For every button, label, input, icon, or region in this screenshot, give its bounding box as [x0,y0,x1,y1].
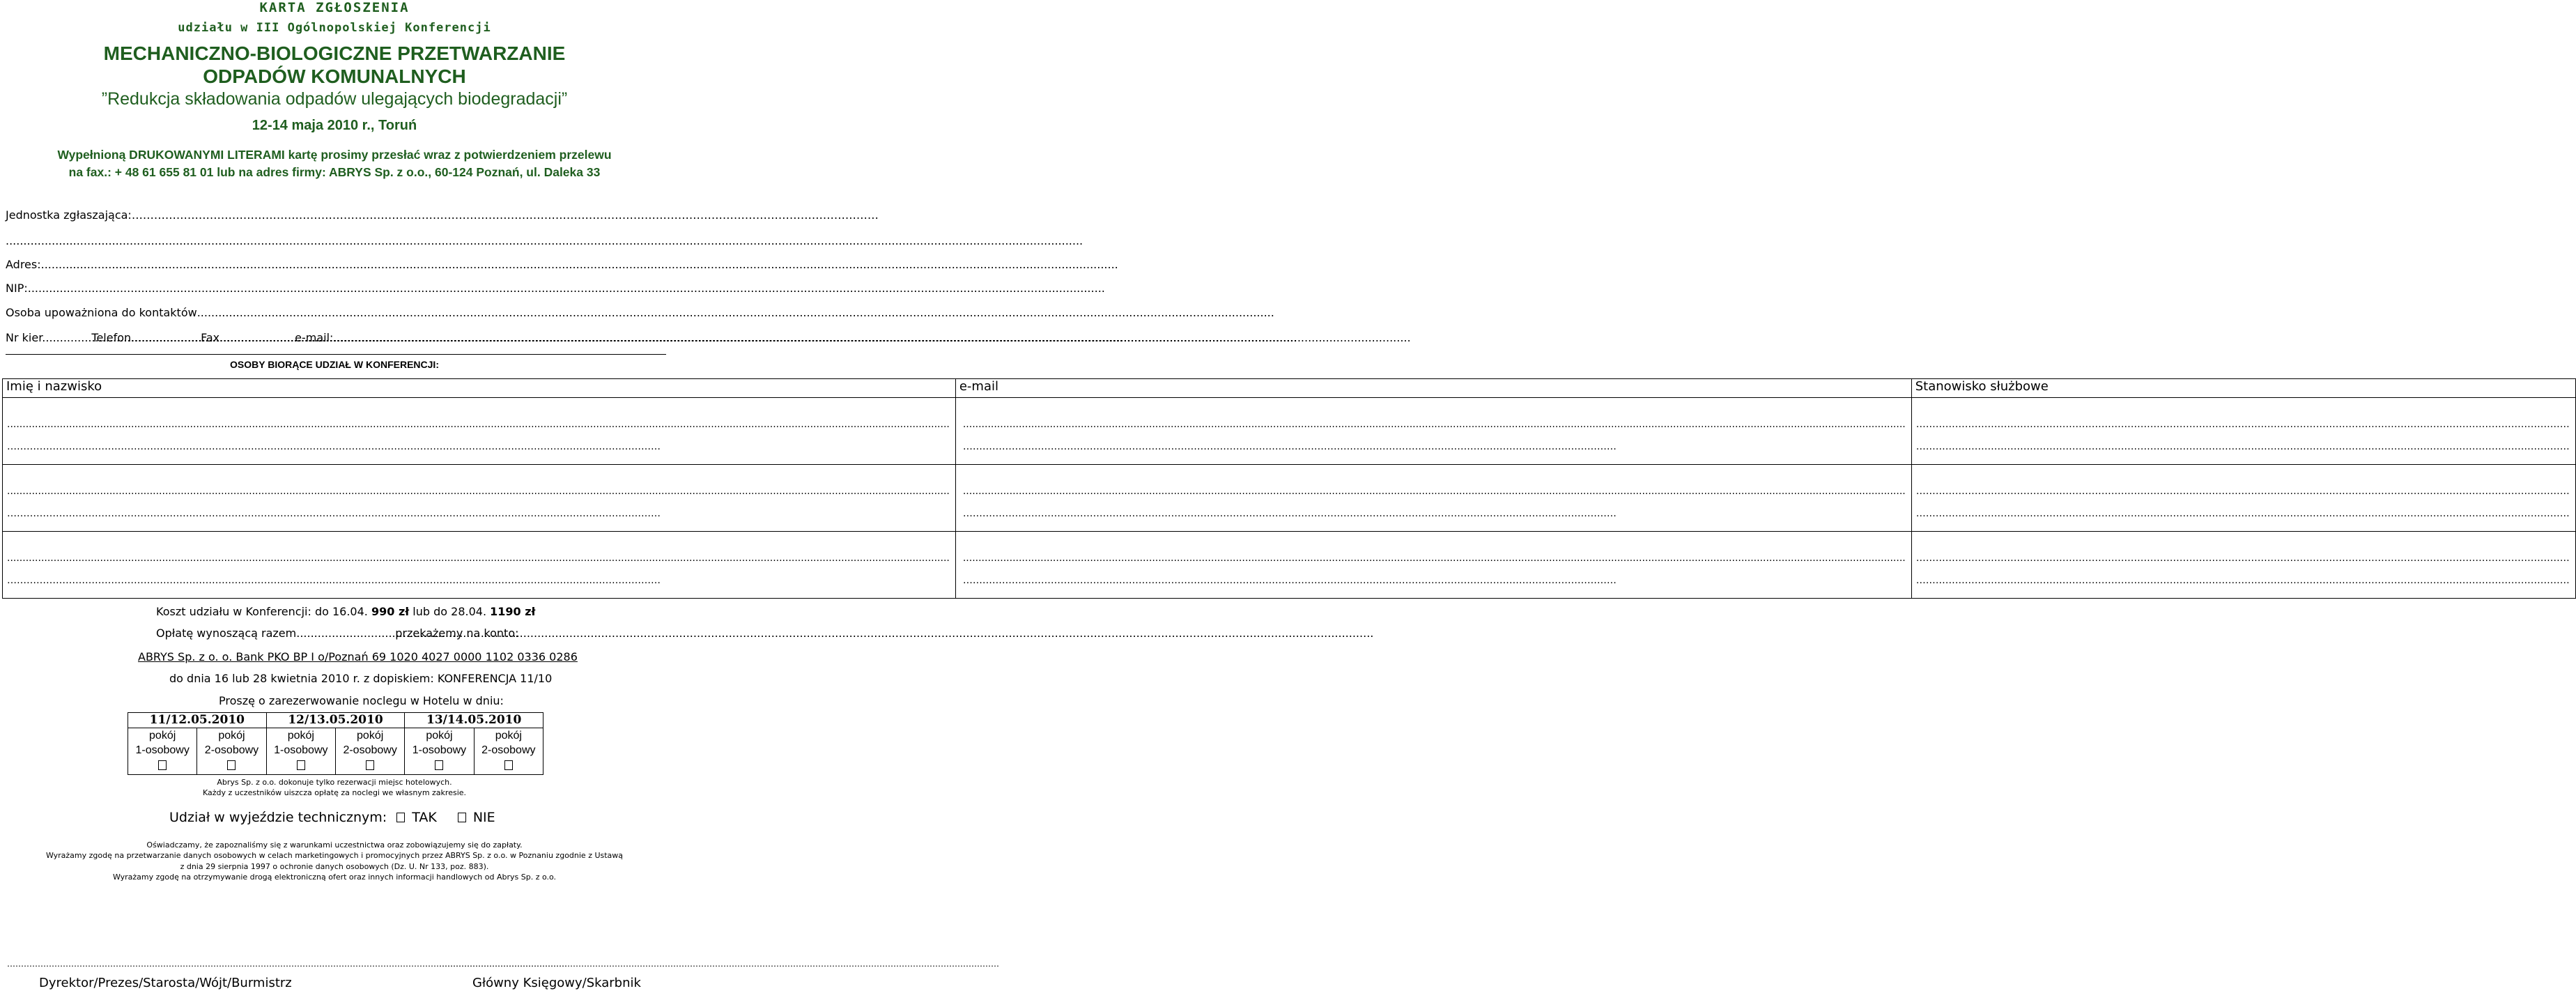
cost-prefix: Koszt udziału w Konferencji: do 16.04. [156,605,368,618]
participant-1-email-fill[interactable] [963,413,1906,436]
conference-title-line2: ODPADÓW KOMUNALNYCH [203,66,466,87]
hotel-option-3-double: pokój 2-osobowy [474,728,543,775]
payment-deadline: do dnia 16 lub 28 kwietnia 2010 r. z dopiskiem: KONFERENCJA 11/10 [169,672,553,685]
participants-header-row [3,379,2576,398]
conference-city: , Toruń [370,118,417,133]
hotel-dates-row [128,713,543,728]
participant-3-position-fill[interactable] [1916,547,2570,569]
participant-1-email-fill-2[interactable] [963,436,1906,458]
fax-fill[interactable] [219,331,295,344]
participant-row [3,532,2576,599]
participant-2-name-fill-2[interactable] [7,502,950,525]
participant-row [3,398,2576,465]
participant-2-email-fill-2[interactable] [963,502,1906,525]
bank-account: ABRYS Sp. z o. o. Bank PKO BP I o/Poznań 69 1020 4027 0000 1102 0336 0286 [138,650,578,663]
checkbox-d1-double[interactable] [227,760,236,770]
checkbox-d1-single[interactable] [158,760,167,770]
phone-fill[interactable] [131,331,201,344]
participant-3-email-fill-2[interactable] [963,569,1906,592]
col-email-header: e-mail [955,379,1911,398]
trip-label: Udział w wyjeździe technicznym: [169,810,387,825]
hotel-date-1: 11/12.05.2010 [128,713,267,728]
participants-table [2,378,2576,599]
unit-fill[interactable] [132,208,879,222]
address-label: Adres: [6,258,41,271]
area-code-fill[interactable] [45,331,91,344]
participant-2-name-fill[interactable] [7,480,950,502]
contact-numbers-row [6,331,662,344]
checkbox-trip-no[interactable] [458,813,466,822]
signature-line-left[interactable] [7,959,322,969]
hotel-request: Proszę o zarezerwowanie noclegu w Hotelu w dniu: [219,694,504,707]
checkbox-d2-single[interactable] [297,760,305,770]
hotel-option-1-single: pokój 1-osobowy [128,728,197,775]
contact-field[interactable] [6,306,662,319]
hotel-table [128,712,543,775]
contact-label: Osoba upoważniona do kontaktów [6,306,197,319]
hotel-options-row [128,728,543,775]
nip-label: NIP: [6,282,28,295]
area-code-label: Nr kier. [6,331,46,344]
signature-label-left: Dyrektor/Prezes/Starosta/Wójt/Burmistrz [39,976,292,990]
checkbox-d3-double[interactable] [504,760,513,770]
conference-subtitle: udziału w III Ogólnopolskiej Konferencji [178,21,491,35]
cost-price-early: 990 zł [371,605,410,618]
declaration-line2: Wyrażamy zgodę na przetwarzanie danych osobowych w celach marketingowych i promocyjnych przez ABRYS Sp. z o.o. w Poznaniu zgodnie z Ustawą [45,851,624,860]
hotel-option-2-single: pokój 1-osobowy [266,728,335,775]
participant-3-name-fill-2[interactable] [7,569,950,592]
participant-2-email-fill[interactable] [963,480,1906,502]
unit-field-line2[interactable] [6,234,662,247]
hotel-date-2: 12/13.05.2010 [266,713,405,728]
signature-line-right[interactable] [439,959,655,969]
cost-price-late: 1190 zł [490,605,536,618]
instruction-line2: na fax.: + 48 61 655 81 01 lub na adres firmy: ABRYS Sp. z o.o., 60-124 Poznań, ul. Daleka 33 [68,165,601,179]
address-fill[interactable] [41,258,1118,271]
participant-1-position-fill[interactable] [1916,413,2570,436]
cost-middle: lub do 28.04. [412,605,487,618]
instruction-line1: Wypełnioną DRUKOWANYMI LITERAMI kartę prosimy przesłać wraz z potwierdzeniem przelewu [57,148,612,162]
email-label: e-mail: [295,331,334,344]
conference-title-line1: MECHANICZNO-BIOLOGICZNE PRZETWARZANIE [103,43,566,64]
participant-3-name-fill[interactable] [7,547,950,569]
participants-title: OSOBY BIORĄCE UDZIAŁ W KONFERENCJI: [230,359,439,370]
nip-field[interactable] [6,282,662,295]
participant-row [3,465,2576,532]
checkbox-d3-single[interactable] [435,760,443,770]
hotel-option-2-double: pokój 2-osobowy [335,728,404,775]
participant-1-position-fill-2[interactable] [1916,436,2570,458]
date-place [0,118,669,134]
checkbox-d2-double[interactable] [366,760,374,770]
payment-line [156,627,519,640]
trip-yes-label: TAK [412,810,437,825]
unit-fill-line2[interactable] [6,234,1083,247]
checkbox-trip-yes[interactable] [396,813,405,822]
col-name-header: Imię i nazwisko [3,379,956,398]
contact-fill[interactable] [197,306,1274,319]
participant-2-position-fill[interactable] [1916,480,2570,502]
col-position-header: Stanowisko służbowe [1911,379,2575,398]
payment-suffix: przekażemy na konto: [395,627,519,640]
fax-label: Fax [201,331,220,344]
section-divider [6,354,666,355]
signature-label-right: Główny Księgowy/Skarbnik [472,976,641,990]
participant-2-position-fill-2[interactable] [1916,502,2570,525]
hotel-option-3-single: pokój 1-osobowy [405,728,474,775]
hotel-note-line2: Każdy z uczestników uiszcza opłatę za noclegi we własnym zakresie. [202,788,467,797]
declaration-line4: Wyrażamy zgodę na otrzymywanie drogą elektroniczną ofert oraz innych informacji handlowych od Abrys Sp. z o.o. [112,873,557,882]
hotel-note-line1: Abrys Sp. z o.o. dokonuje tylko rezerwacji miejsc hotelowych. [217,778,452,787]
participant-1-name-fill[interactable] [7,413,950,436]
trip-no-label: NIE [472,810,495,825]
address-field[interactable] [6,258,662,271]
participant-3-email-fill[interactable] [963,547,1906,569]
hotel-option-1-double: pokój 2-osobowy [197,728,266,775]
form-title: KARTA ZGŁOSZENIA [259,0,410,15]
email-fill[interactable] [333,331,1410,344]
conference-dates: 12-14 maja 2010 r. [252,118,371,133]
declaration-line3: z dnia 29 sierpnia 1997 o ochronie danych osobowych (Dz. U. Nr 133, poz. 883). [180,862,489,871]
nip-fill[interactable] [28,282,1105,295]
unit-field[interactable] [6,208,662,222]
declaration-line1: Oświadczamy, że zapoznaliśmy się z warunkami uczestnictwa oraz zobowiązujemy się do zapłaty. [146,840,523,850]
participant-1-name-fill-2[interactable] [7,436,950,458]
payment-prefix: Opłatę wynoszącą razem [156,627,297,640]
unit-label: Jednostka zgłaszająca: [6,208,132,222]
participant-3-position-fill-2[interactable] [1916,569,2570,592]
hotel-date-3: 13/14.05.2010 [405,713,543,728]
trip-row [169,810,495,825]
payment-amount-fill[interactable] [296,627,392,640]
conference-theme: ”Redukcja składowania odpadów ulegających biodegradacji” [101,89,568,109]
cost-line [156,605,535,618]
phone-label: Telefon [91,331,132,344]
